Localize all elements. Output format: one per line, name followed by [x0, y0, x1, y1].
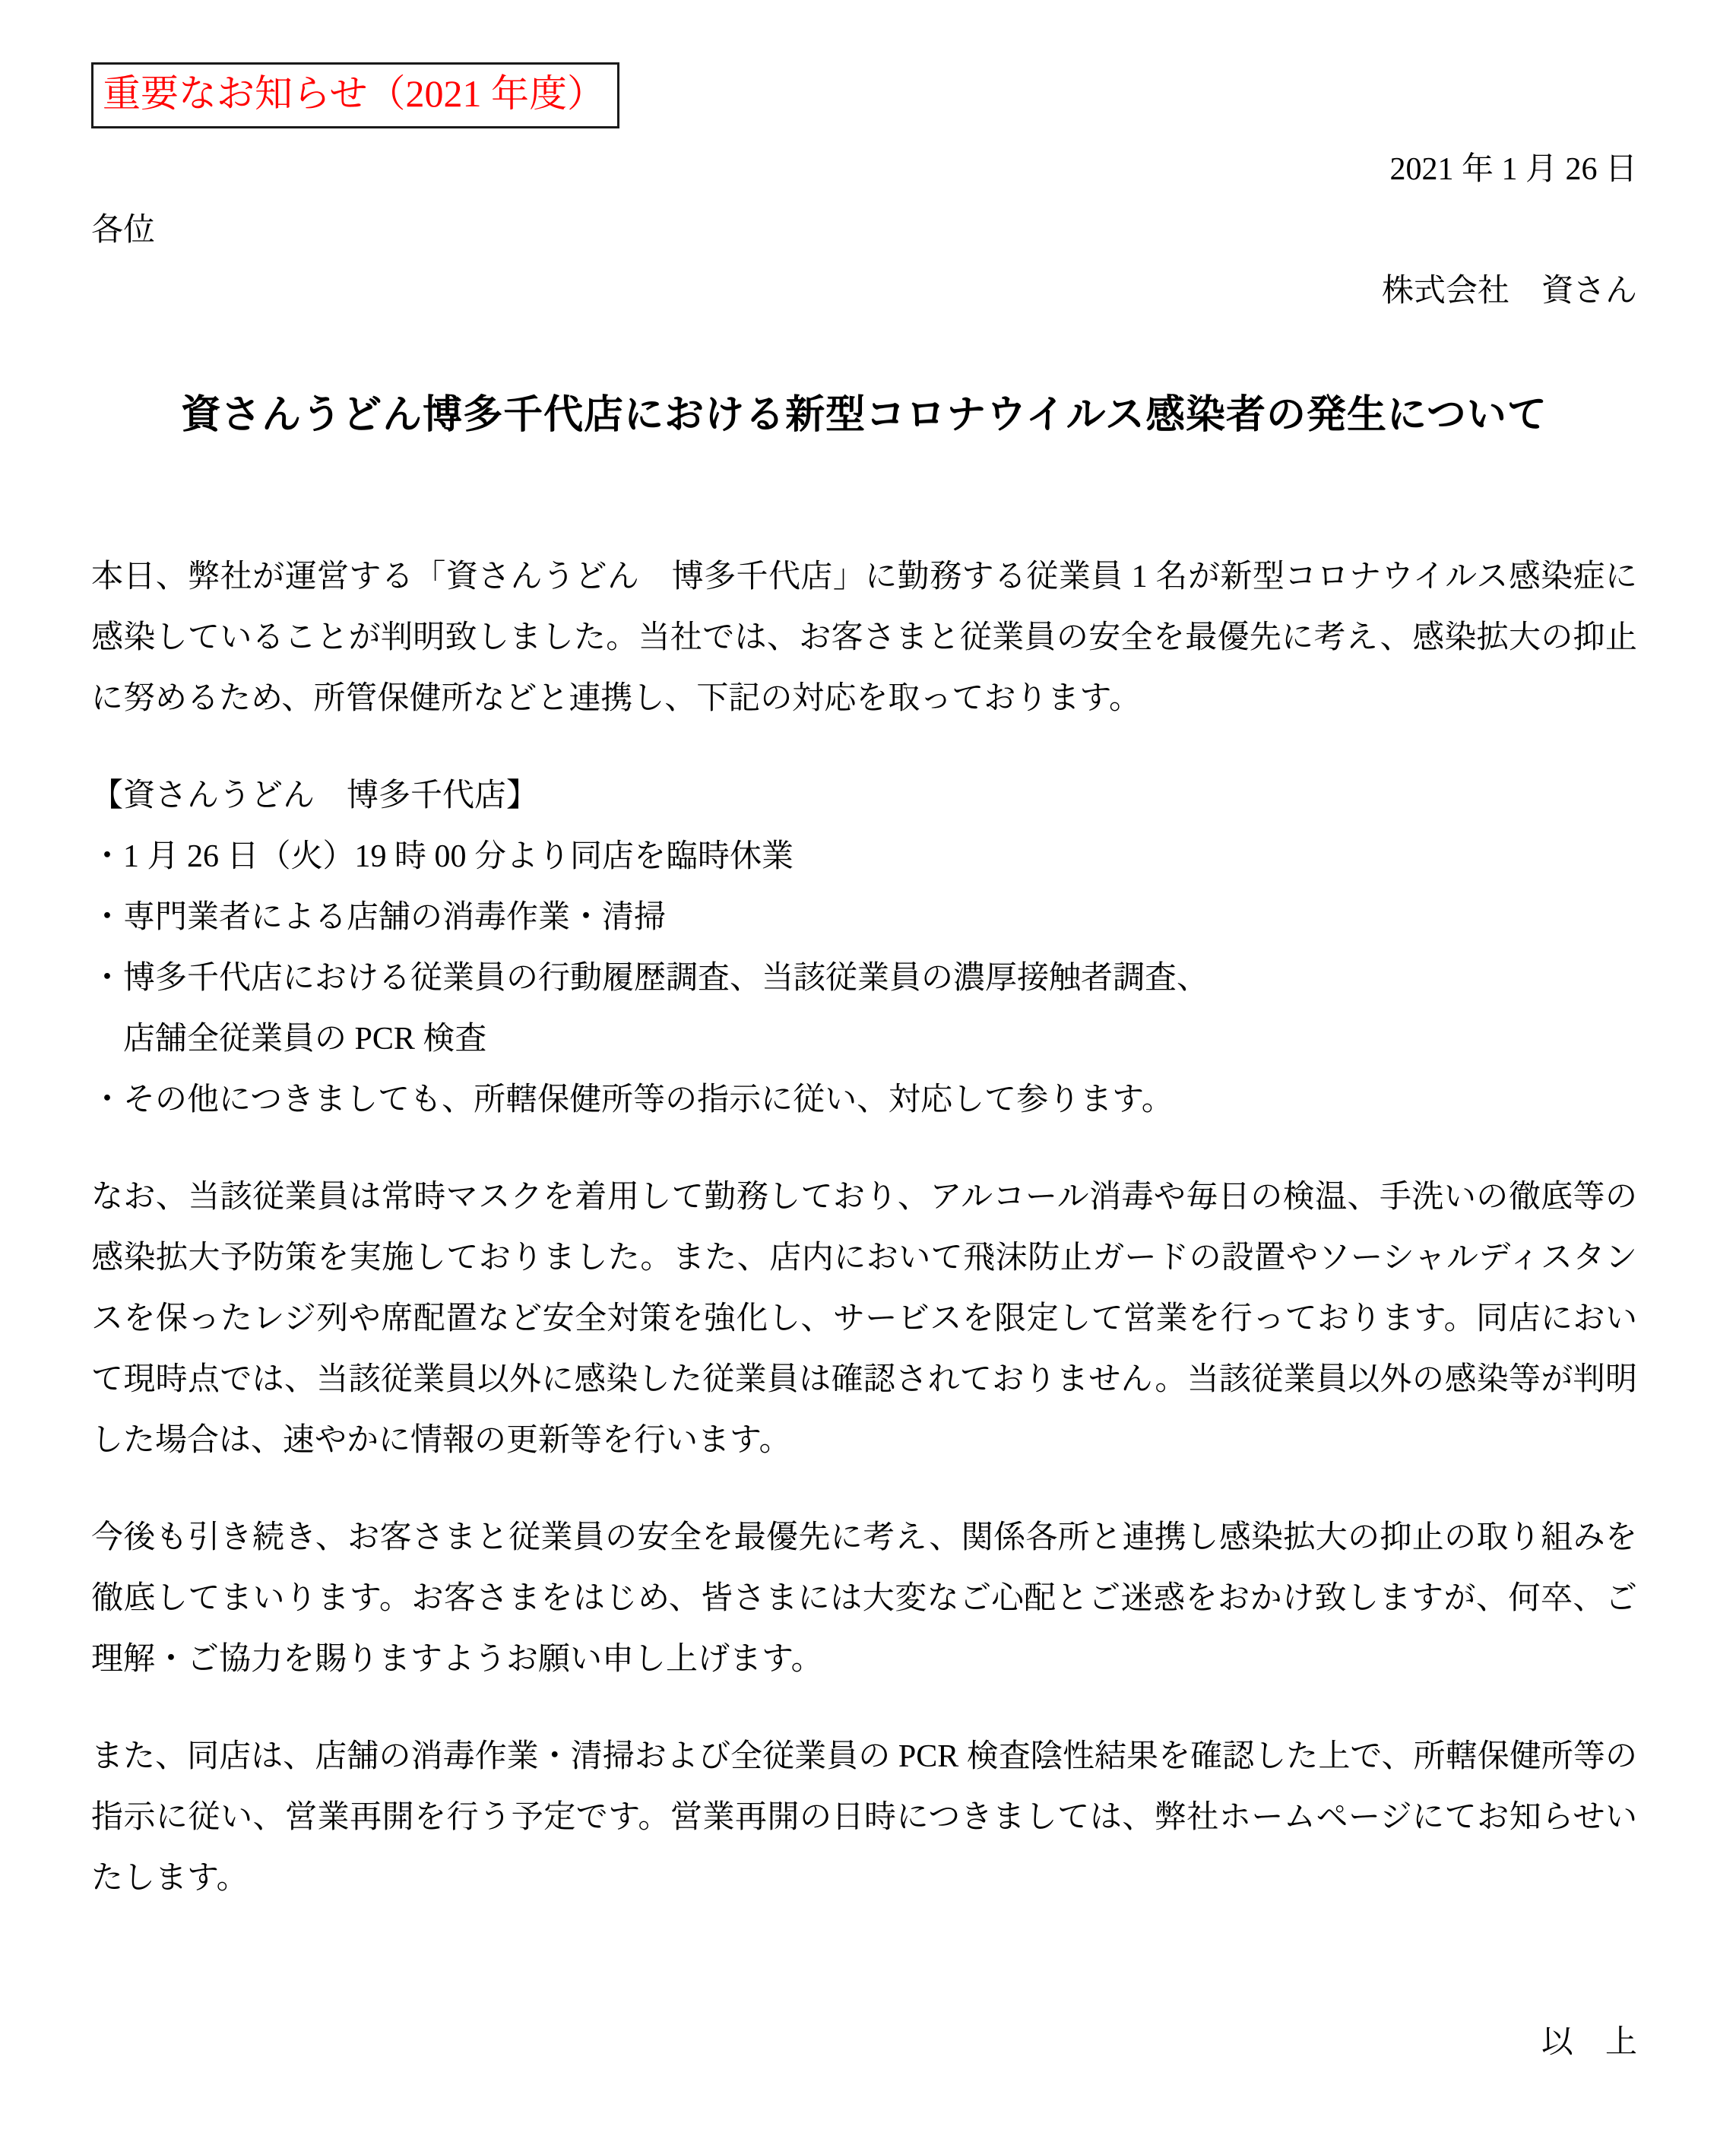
- issue-date: 2021 年 1 月 26 日: [1389, 152, 1637, 187]
- measure-item: ・1 月 26 日（火）19 時 00 分より同店を臨時休業: [91, 839, 794, 874]
- company-name: 株式会社 資さん: [1381, 274, 1637, 309]
- measures-section: [91, 765, 1637, 1130]
- intro-paragraph: 本日、弊社が運営する「資さんうどん 博多千代店」に勤務する従業員 1 名が新型コロナウイルス感染症に感染していることが判明致しました。当社では、お客さまと従業員の安全を最優先に考え、感染拡大の抑止に努めるため、所管保健所などと連携し、下記の対応を取っております。: [91, 559, 1637, 716]
- measure-item: ・その他につきましても、所轄保健所等の指示に従い、対応して参ります。: [91, 1082, 1174, 1117]
- closing-mark: 以 上: [1541, 2025, 1637, 2060]
- body-paragraph: 今後も引き続き、お客さまと従業員の安全を最優先に考え、関係各所と連携し感染拡大の抑止の取り組みを徹底してまいります。お客さまをはじめ、皆さまには大変なご心配とご迷惑をおかけ致しますが、何卒、ご理解・ご協力を賜りますようお願い申し上げます。: [91, 1520, 1637, 1677]
- body-paragraph: なお、当該従業員は常時マスクを着用して勤務しており、アルコール消毒や毎日の検温、手洗いの徹底等の感染拡大予防策を実施しておりました。また、店内において飛沫防止ガードの設置やソーシャルディスタンスを保ったレジ列や席配置など安全対策を強化し、サービスを限定して営業を行っております。同店において現時点では、当該従業員以外に感染した従業員は確認されておりません。当該従業員以外の感染等が判明した場合は、速やかに情報の更新等を行います。: [91, 1180, 1637, 1458]
- document-header: [91, 139, 1637, 322]
- addressee: 各位: [91, 213, 156, 248]
- measures-section-heading: 【資さんうどん 博多千代店】: [91, 778, 539, 813]
- measure-item-continuation: 店舗全従業員の PCR 検査: [91, 1022, 487, 1057]
- measure-item: ・博多千代店における従業員の行動履歴調査、当該従業員の濃厚接触者調査、: [91, 961, 1209, 996]
- important-notice-text: 重要なお知らせ（2021 年度）: [103, 72, 605, 115]
- measure-item: ・専門業者による店舗の消毒作業・清掃: [91, 900, 667, 935]
- document-title: 資さんうどん博多千代店における新型コロナウイルス感染者の発生について: [181, 394, 1548, 437]
- body-paragraph: また、同店は、店舗の消毒作業・清掃および全従業員の PCR 検査陰性結果を確認した上で、所轄保健所等の指示に従い、営業再開を行う予定です。営業再開の日時につきましては、弊社ホームページにてお知らせいたします。: [91, 1739, 1637, 1896]
- important-notice-badge: [91, 62, 619, 128]
